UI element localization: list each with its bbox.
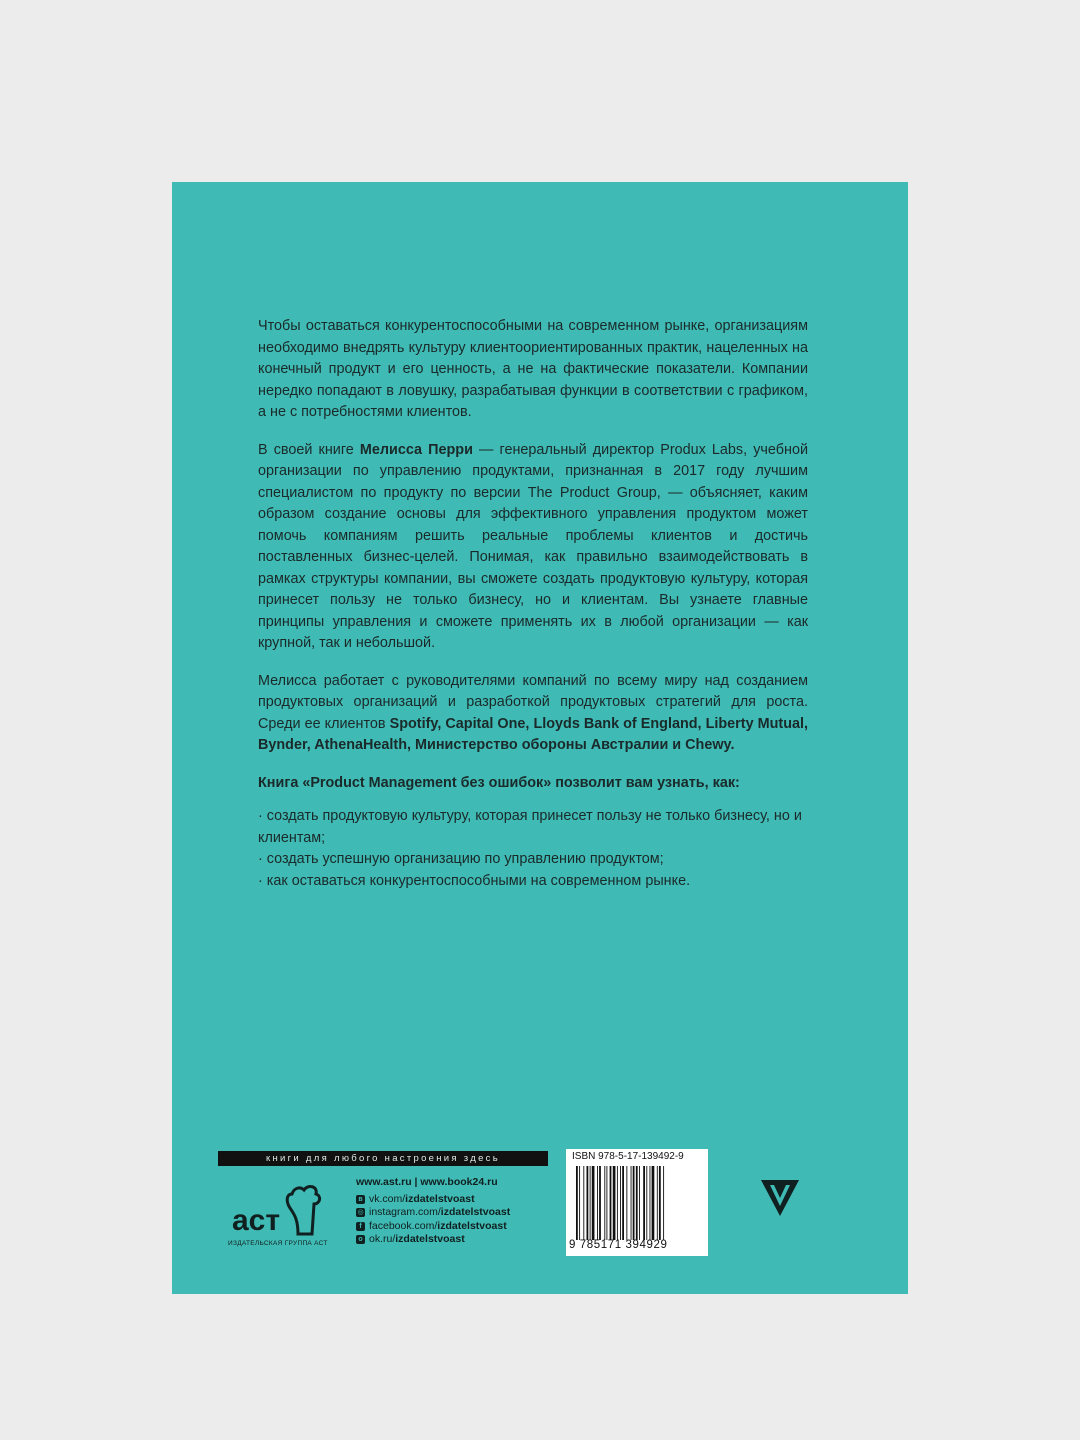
- odnoklassniki-icon: о: [356, 1235, 365, 1244]
- social-prefix: ok.ru/: [369, 1233, 396, 1245]
- barcode-bar: [597, 1166, 598, 1240]
- p3-end: .: [730, 737, 735, 753]
- barcode-bar: [606, 1166, 607, 1240]
- barcode-bar: [617, 1166, 618, 1240]
- barcode-bar: [604, 1166, 605, 1240]
- website-links[interactable]: www.ast.ru | www.book24.ru: [356, 1176, 498, 1188]
- barcode-bar: [583, 1166, 584, 1240]
- barcode-bar: [620, 1166, 621, 1240]
- blurb-paragraph-2: [258, 440, 808, 655]
- list-item: · создать успешную организацию по управлению продуктом;: [258, 851, 664, 867]
- social-prefix: instagram.com/: [369, 1206, 441, 1218]
- social-prefix: vk.com/: [369, 1192, 406, 1205]
- barcode-bar: [592, 1166, 595, 1240]
- social-handle: izdatelstvoast: [395, 1233, 465, 1245]
- social-link-facebook[interactable]: [356, 1220, 510, 1234]
- barcode-digits: 9 785171 394929: [569, 1239, 668, 1251]
- barcode-bar: [579, 1166, 580, 1240]
- publisher-links: [356, 1176, 510, 1247]
- publisher-tagline: книги для любого настроения здесь: [218, 1151, 548, 1166]
- barcode-bar: [663, 1166, 664, 1240]
- barcode-bar: [636, 1166, 638, 1240]
- list-item: · создать продуктовую культуру, которая принесет пользу не только бизнесу, но и клиентам;: [258, 808, 802, 846]
- social-link-vk[interactable]: [356, 1193, 510, 1207]
- publisher-name: ИЗДАТЕЛЬСКАЯ ГРУППА АСТ: [228, 1240, 328, 1247]
- facebook-icon: f: [356, 1222, 365, 1231]
- barcode-bar: [613, 1166, 616, 1240]
- benefit-list: [258, 806, 808, 892]
- lead-text: Книга «Product Management без ошибок» позволит вам узнать, как:: [258, 774, 740, 791]
- isbn-number: ISBN 978-5-17-139492-9: [572, 1151, 684, 1162]
- barcode-bar: [643, 1166, 645, 1240]
- isbn-barcode-box: [566, 1149, 708, 1256]
- barcode-bar: [633, 1166, 635, 1240]
- barcode-bar: [650, 1166, 651, 1240]
- author-name: Мелисса Перри: [359, 441, 473, 458]
- barcode-icon: [576, 1166, 700, 1240]
- barcode-bar: [587, 1166, 589, 1240]
- ast-logo-icon: [228, 1174, 338, 1246]
- p3-start: Мелисса работает с руководителями компаний по всему миру над созданием продуктовых организаций и разработкой продуктовых стратегий для роста. Среди ее клиентов: [258, 672, 808, 732]
- list-item: · как оставаться конкурентоспособными на современном рынке.: [258, 872, 691, 889]
- social-handle: izdatelstvoast: [405, 1192, 475, 1205]
- barcode-bar: [652, 1166, 655, 1240]
- barcode-bar: [646, 1166, 647, 1240]
- blurb-paragraph-3: [258, 671, 808, 757]
- social-prefix: facebook.com/: [369, 1219, 438, 1232]
- blurb-lead: [258, 773, 808, 795]
- blurb-paragraph-1: Чтобы оставаться конкурентоспособными на современном рынке, организациям необходимо внедрять культуру клиентоориентированных практик, нацеленных на конечный продукт и его ценность, а не на фактические показатели. Компании нередко попадают в ловушку, разрабатывая функции в соответствии с графиком, а не с потребностями клиентов.: [258, 318, 808, 420]
- p2-start: В своей книге: [258, 441, 360, 458]
- barcode-bar: [590, 1166, 591, 1240]
- barcode-bar: [599, 1166, 601, 1240]
- barcode-bar: [622, 1166, 624, 1240]
- social-handle: izdatelstvoast: [440, 1206, 511, 1218]
- barcode-bar: [639, 1166, 640, 1240]
- barcode-bar: [576, 1166, 578, 1240]
- barcode-bar: [631, 1166, 632, 1240]
- barcode-bar: [657, 1166, 658, 1240]
- vk-icon: в: [356, 1195, 365, 1204]
- client-list: Spotify, Capital One, Lloyds Bank of England, Liberty Mutual, Bynder, AthenaHealth, Министерство обороны Австралии и Chewy: [258, 715, 808, 753]
- barcode-bar: [610, 1166, 612, 1240]
- blurb-text: [258, 316, 808, 892]
- v-publisher-logo-icon: [759, 1176, 801, 1218]
- barcode-bar: [659, 1166, 661, 1240]
- social-link-ok[interactable]: [356, 1233, 510, 1247]
- book-back-cover: [172, 182, 908, 1294]
- social-link-instagram[interactable]: [356, 1206, 510, 1220]
- p2-rest: — генеральный директор Produx Labs, учебной организации по управлению продуктами, признанная в 2017 году лучшим специалистом по продукту по версии The Product Group, — объясняет, каким образом создание основы для эффективного управления продуктом может помочь компаниям решить реальные проблемы клиентов и достичь поставленных бизнес-целей. Понимая, как правильно взаимодействовать в рамках структуры компании, вы сможете создать продуктовую культуру, которая принесет пользу не только бизнесу, но и клиентам. Вы узнаете главные принципы управления и сможете применять их в любой организации — как крупной, так и небольшой.: [258, 441, 809, 651]
- instagram-icon: ◎: [357, 1209, 364, 1217]
- barcode-bar: [626, 1166, 627, 1240]
- logo-wordmark: аст: [232, 1204, 281, 1237]
- social-handle: izdatelstvoast: [437, 1219, 507, 1232]
